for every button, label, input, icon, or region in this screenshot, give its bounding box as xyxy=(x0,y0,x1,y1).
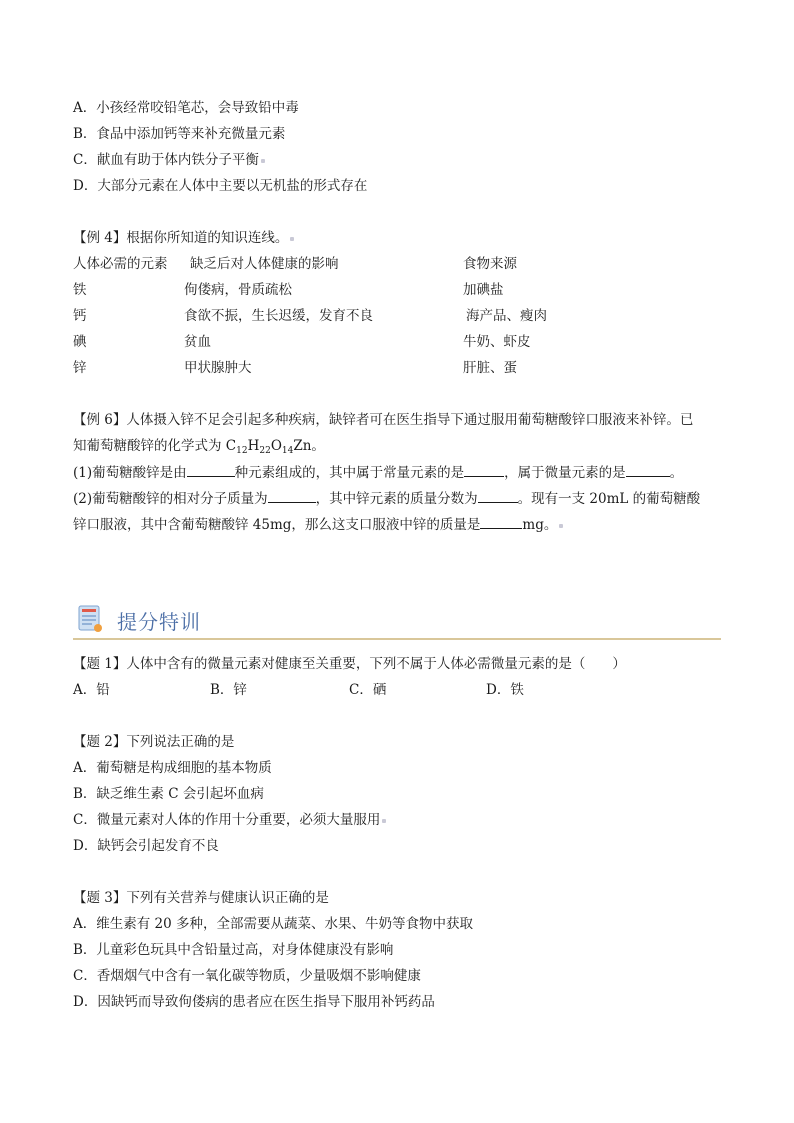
answer-blank[interactable] xyxy=(464,462,504,477)
answer-blank[interactable] xyxy=(626,462,670,477)
q3-option-a: A．维生素有 20 多种，全部需要从蔬菜、水果、牛奶等食物中获取 xyxy=(73,916,474,932)
answer-blank[interactable] xyxy=(187,462,235,477)
ex4-header-effect: 缺乏后对人体健康的影响 xyxy=(190,256,339,272)
ex4-row-element: 锌 xyxy=(73,360,87,376)
q2-option-b: B．缺乏维生素 C 会引起坏血病 xyxy=(73,786,264,802)
paragraph-mark-icon xyxy=(290,237,294,241)
question-2-stem: 【题 2】下列说法正确的是 xyxy=(73,734,235,750)
ex4-header-source: 食物来源 xyxy=(463,256,517,272)
section-rule xyxy=(73,638,721,640)
paragraph-mark-icon xyxy=(261,159,265,163)
option-a: A．小孩经常咬铅笔芯，会导致铅中毒 xyxy=(73,100,299,116)
section-header xyxy=(73,598,721,640)
answer-blank[interactable] xyxy=(480,514,522,529)
ex4-row-effect: 食欲不振，生长迟缓，发育不良 xyxy=(184,308,373,324)
q3-option-b: B．儿童彩色玩具中含铅量过高，对身体健康没有影响 xyxy=(73,942,394,958)
q3-option-d: D．因缺钙而导致佝偻病的患者应在医生指导下服用补钙药品 xyxy=(73,994,435,1010)
ex4-header-element: 人体必需的元素 xyxy=(73,256,168,272)
ex4-row-source: 加碘盐 xyxy=(463,282,504,298)
ex4-row-source: 肝脏、蛋 xyxy=(463,360,517,376)
ex4-row-source: 海产品、瘦肉 xyxy=(466,308,547,324)
question-3-stem: 【题 3】下列有关营养与健康认识正确的是 xyxy=(73,890,329,906)
answer-blank[interactable] xyxy=(478,488,518,503)
q3-option-c: C．香烟烟气中含有一氧化碳等物质，少量吸烟不影响健康 xyxy=(73,968,421,984)
ex4-row-effect: 贫血 xyxy=(184,334,211,350)
ex4-row-source: 牛奶、虾皮 xyxy=(463,334,531,350)
q1-option-b: B．锌 xyxy=(210,682,247,698)
example-6-line-1: 【例 6】人体摄入锌不足会引起多种疾病，缺锌者可在医生指导下通过服用葡萄糖酸锌口服液来补锌。已 xyxy=(73,412,694,428)
answer-blank[interactable] xyxy=(268,488,316,503)
q1-option-a: A．铅 xyxy=(73,682,110,698)
example-6-part-3: 锌口服液，其中含葡萄糖酸锌 45mg，那么这支口服液中锌的质量是 mg。 xyxy=(73,514,563,535)
ex4-row-element: 钙 xyxy=(73,308,87,324)
q1-option-d: D．铁 xyxy=(486,682,524,698)
q1-option-c: C．硒 xyxy=(349,682,387,698)
option-c: C．献血有助于体内铁分子平衡 xyxy=(73,150,265,170)
q2-option-a: A．葡萄糖是构成细胞的基本物质 xyxy=(73,760,272,776)
paragraph-mark-icon xyxy=(559,524,563,528)
ex4-row-element: 碘 xyxy=(73,334,87,350)
option-b: B．食品中添加钙等来补充微量元素 xyxy=(73,126,286,142)
example-4-stem: 【例 4】根据你所知道的知识连线。 xyxy=(73,228,294,248)
q2-option-d: D．缺钙会引起发育不良 xyxy=(73,838,219,854)
ex4-row-element: 铁 xyxy=(73,282,87,298)
ex4-row-effect: 甲状腺肿大 xyxy=(184,360,252,376)
example-6-part-2: (2)葡萄糖酸锌的相对分子质量为 ，其中锌元素的质量分数为 。现有一支 20mL 的葡萄糖酸 xyxy=(73,488,700,509)
notebook-icon xyxy=(78,604,104,634)
ex4-row-effect: 佝偻病，骨质疏松 xyxy=(184,282,292,298)
question-1-stem: 【题 1】人体中含有的微量元素对健康至关重要，下列不属于人体必需微量元素的是（ ） xyxy=(73,656,626,672)
option-d: D．大部分元素在人体中主要以无机盐的形式存在 xyxy=(73,178,368,194)
paragraph-mark-icon xyxy=(382,819,386,823)
section-title: 提分特训 xyxy=(117,610,201,634)
example-6-part-1: (1)葡萄糖酸锌是由 种元素组成的，其中属于常量元素的是 ，属于微量元素的是 。 xyxy=(73,462,683,483)
q2-option-c: C．微量元素对人体的作用十分重要，必须大量服用 xyxy=(73,810,386,830)
example-6-formula-line: 知葡萄糖酸锌的化学式为 $C_{12}H_{22}O_{14}Zn$。 xyxy=(73,438,325,456)
